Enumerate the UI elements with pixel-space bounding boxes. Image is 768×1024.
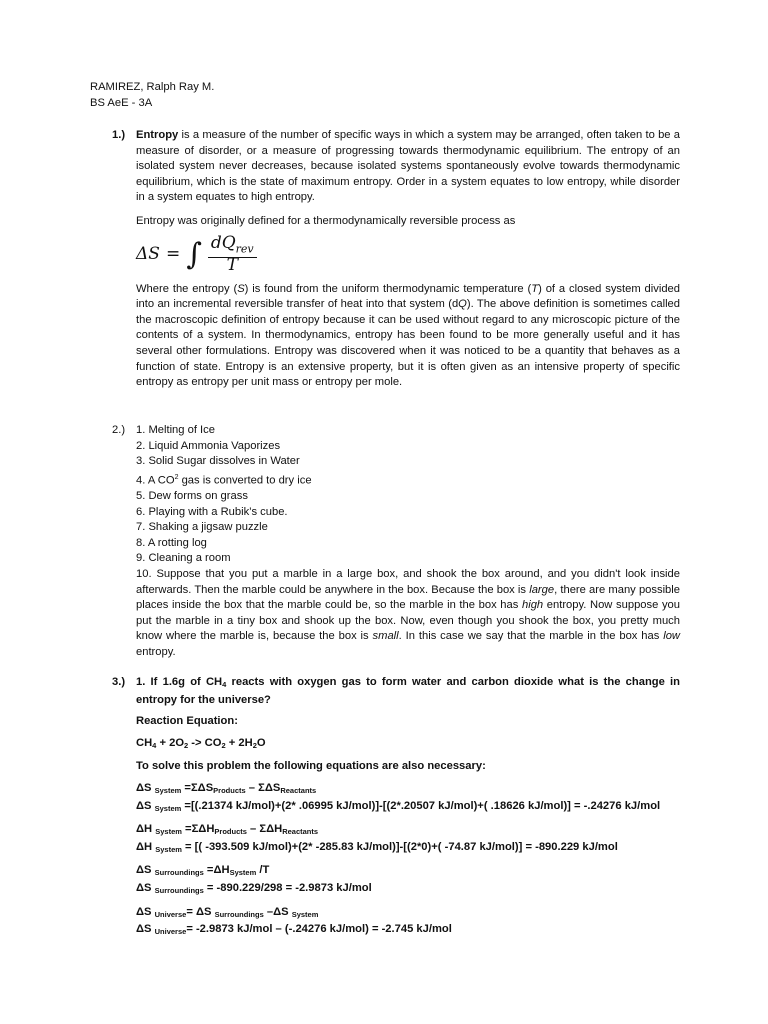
- formula-denominator: T: [226, 254, 238, 275]
- formula-fraction: [208, 232, 257, 275]
- marble-example-paragraph: 10. Suppose that you put a marble in a large box, and shook the box around, and you didn't look inside afterwards. Then the marble could be anywhere in the box. Because the box is large, there are many possible places inside the box that the marble could be, so the marble in the box has high entropy. Now suppose you put the marble in a tiny box and shook up the box. Now, even though you shook the box, you pretty much know where the marble is, because the box is small. In this case we say that the marble in the box has low entropy.: [136, 568, 681, 659]
- dh-system-calculation: ΔH $_{System}$ = [( -393.509 kJ/mol)+(2* -285.83 kJ/mol)]-[(2*0)+( -74.87 kJ/mol)] = -890.229 kJ/mol: [136, 840, 618, 854]
- dh-system-definition: ΔH $_{System} =\Sigma\Delta H_{Products} - \Sigma\Delta H_{Reactants}$: [136, 823, 319, 837]
- list-item: 1. Melting of Ice: [136, 424, 215, 436]
- list-item: 3. Solid Sugar dissolves in Water: [136, 455, 300, 468]
- student-header: [90, 80, 214, 111]
- formula-numerator: $dQ_{rev}$: [208, 236, 257, 258]
- student-name: RAMIREZ, Ralph Ray M.: [90, 81, 215, 93]
- formula-equals: =: [165, 243, 181, 264]
- ds-surroundings-definition: ΔS $_{Surroundings} =\Delta H_{System}$ /T: [136, 864, 270, 878]
- question-2: [112, 423, 680, 661]
- list-item: 4. A $CO^2$ gas is converted to dry ice: [136, 473, 312, 487]
- question-3: [112, 675, 680, 940]
- entropy-origin-paragraph: Entropy was originally defined for a thermodynamically reversible process as: [136, 214, 516, 227]
- entropy-formula: [136, 232, 680, 278]
- ds-system-definition: ΔS $_{System} =\Sigma\Delta S_{Products} - \Sigma\Delta S_{Reactants}$: [136, 781, 317, 795]
- ds-universe-definition: ΔS $_{Universe}$= ΔS $_{Surroundings}$ –ΔS $_{System}$: [136, 905, 319, 919]
- question-1-number: 1.): [112, 129, 126, 141]
- list-item: 9. Cleaning a room: [136, 552, 231, 565]
- solve-label: To solve this problem the following equations are also necessary:: [136, 760, 486, 773]
- entropy-term: Entropy: [136, 129, 179, 141]
- reaction-equation: $CH_4 + 2O_2 -> CO_2 + 2H_2O$: [136, 736, 266, 750]
- question-2-number: 2.): [112, 424, 126, 436]
- list-item: 6. Playing with a Rubik’s cube.: [136, 505, 288, 518]
- list-item: 8. A rotting log: [136, 536, 207, 549]
- list-item: 2. Liquid Ammonia Vaporizes: [136, 439, 281, 452]
- reaction-label: Reaction Equation:: [136, 715, 238, 728]
- student-course: BS AeE - 3A: [90, 96, 153, 109]
- entropy-definition-paragraph: Entropy is a measure of the number of specific ways in which a system may be arranged, often taken to be a measure of disorder, or a measure of progressing towards thermodynamic equilibrium. The entropy of an isolated system never decreases, because isolated systems spontaneously evolve towards thermodynamic equilibrium, which is the state of maximum entropy. Order in a system equates to low entropy, while disorder in a system equates to high entropy.: [136, 129, 680, 204]
- entropy-explanation-paragraph: Where the entropy (S) is found from the uniform thermodynamic temperature (T) of a closed system divided into an incremental reversible transfer of heat into that system (dQ). The above definition is sometimes called the macroscopic definition of entropy because it can be used without regard to any microscopic picture of the contents of a system. In thermodynamics, entropy has been found to be more generally useful and it has several other formulations. Entropy was discovered when it was noticed to be a quantity that behaves as a function of state. Entropy is an extensive property, but it is often given as an intensive property of specific entropy as entropy per unit mass or entropy per mole.: [136, 282, 680, 389]
- formula-lhs: ΔS: [136, 243, 160, 264]
- question-3-number: 3.): [112, 676, 126, 688]
- ds-surroundings-calculation: ΔS $_{Surroundings}$ = -890.229/298 = -2.9873 kJ/mol: [136, 881, 372, 895]
- list-item: 7. Shaking a jigsaw puzzle: [136, 521, 268, 534]
- ds-system-calculation: ΔS $_{System}$ =[(.21374 kJ/mol)+(2* .06995 kJ/mol)]-[(2*.20507 kJ/mol)+( .18626 kJ/mol)] = -.24276 kJ/mol: [136, 799, 661, 813]
- problem-statement: 1. If 1.6g of $CH_4$ reacts with oxygen gas to form water and carbon dioxide what is the change in entropy for the universe?: [136, 676, 680, 706]
- question-1: [112, 128, 680, 391]
- ds-universe-calculation: ΔS $_{Universe}$= -2.9873 kJ/mol – (-.24276 kJ/mol) = -2.745 kJ/mol: [136, 923, 452, 937]
- list-item: 5. Dew forms on grass: [136, 490, 248, 503]
- integral-sign: ∫: [186, 236, 202, 272]
